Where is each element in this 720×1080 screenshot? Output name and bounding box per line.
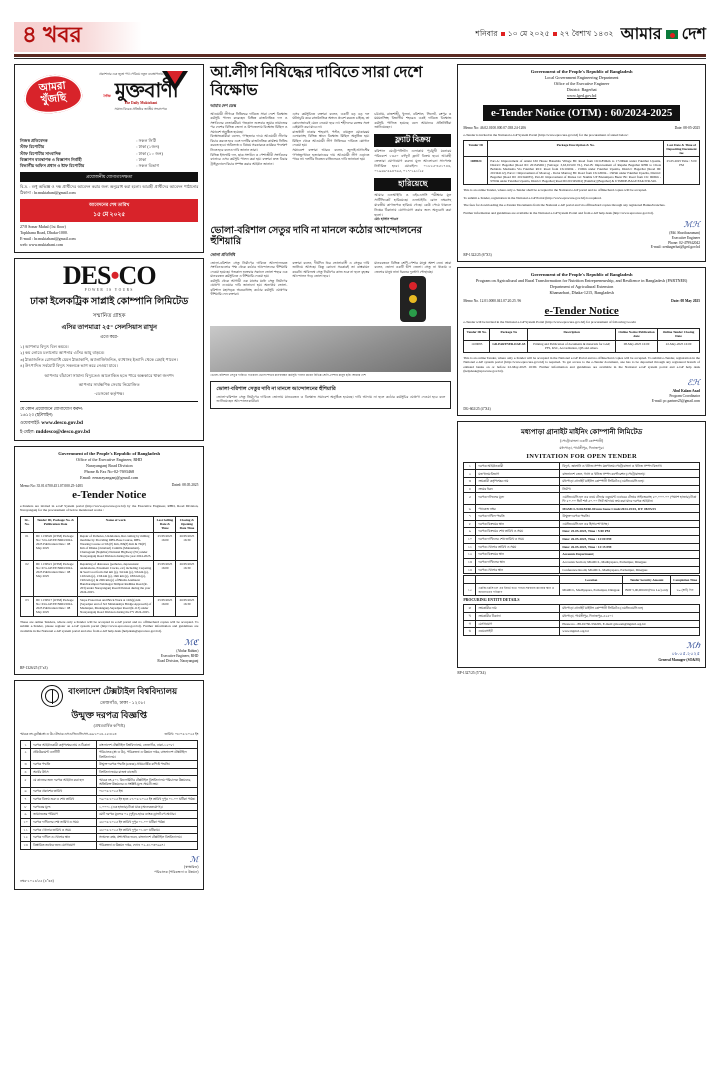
table-row: ১২ দরপত্র দাখিল ও খোলার স্থান সম্মেলন কক্ষ, প্রশাসনিক ভবন, বাংলাদেশ টেক্সটাইল বিশ্ববিদ্যালয়।: [21, 834, 198, 842]
lged-title: e-Tender Notice (OTM) : 60/2024-2025: [483, 105, 680, 121]
desco-note2: আপনার সার্বক্ষণিক সেবায় নিয়োজিত: [78, 381, 140, 387]
table-row: ৫ দরপত্র দলিলের মূল্য এমজিএমসিএল এর ব্যয়ে টেন্ডার ডকুমেন্ট এবারের টেন্ডার সাইজেরসহ ৫০,০০০.০০ (পঞ্চাশ হাজার) টাকা ফি ৫০.০০ ভিট শর্ত ৫০.০০ ভিট আদায়ে ক্রয় করা যাবে দরপত্র আহ্বান।: [464, 493, 700, 505]
ad-muktobani-address: 27/8 Sonar Mahal (1st floor) Topkhana Road, Dhaka-1000. E-mail : hr.muktabani@gmail.com web: www.muktabani.com: [20, 224, 76, 247]
table-row: ১ দরপত্র আহ্বানকারী বিদ্যুৎ, জ্বালানি ও খনিজ সম্পদ মন্ত্রণালয়/পেট্রোবাংলা ও খনিজ সম্পদ বিভাগ।: [464, 462, 700, 470]
table-row: ৪ ক্রয়ের ধরন নির্মাণ।: [464, 485, 700, 493]
classified-flat-sale-title: ফ্ল্যাট বিক্রয়: [374, 134, 451, 148]
desco-tagline: POWER IS YOURS: [84, 287, 134, 292]
table-row: ঘ ওয়েবসাইট www.mgmcl.org.bd: [464, 628, 700, 636]
classified-lost-title: হারিয়েছে: [374, 178, 451, 192]
btu-org: বাংলাদেশ টেক্সটাইল বিশ্ববিদ্যালয়: [68, 686, 178, 697]
ad-muktobani-deadline: আবেদনের শেষ তারিখ ১৫ মে ২০২৫: [20, 199, 198, 222]
ad-desco: [14, 258, 204, 441]
photo-caption: ভোলা-বরিশাল সেতুর দাবিতে গতকাল ভোলা শহরে মানববন্ধন কর্মসূচি পালন করেন বিভিন্ন শ্রেণি-পেশার মানুষ ছবি: আমার দেশ: [210, 373, 366, 378]
rhd-signature: ℳℭ (Abdur Rahim) Executive Engineer, RHD Road Division, Narayanganj: [20, 638, 198, 663]
tender-notice-mgmcl: মধ্যপাড়া গ্রানাইট মাইনিং কোম্পানী লিমিটেড (পেট্রোবাংলা একটি কোম্পানী) মধ্যপাড়া, পার্বতীপুর, দিনাজপুর। INVITATION FOR OPEN TENDER ১ দরপত্র আহ্বানকারী বিদ্যুৎ, জ্বালানি ও খনিজ সম্পদ মন্ত্রণালয়/পেট্রোবাংলা ও খনিজ সম্পদ বিভাগ। ২ মন্ত্রণালয়/বিভাগ বাংলাদেশ তেল, গ্যাস ও খনিজ সম্পদ কর্পোরেশন (পেট্রোবাংলা)। ৩ ক্রয়কারী কর্তৃপক্ষের নাম মধ্যপাড়া গ্রানাইট মাইনিং কোম্পানী লিমিটেড (এমজিএমসিএল)। ৪ ক্রয়ের ধরন নির্মাণ। ৫ দরপত্র দলিলের মূল্য এমজিএমসিএল এর ব্যয়ে টেন্ডার ডকুমেন্ট এবারের টেন্ডার সাইজেরসহ ৫০,০০০.০০ (পঞ্চাশ হাজার) টাকা ফি ৫০.০০ ভিট শর্ত ৫০.০০ ভিট আদায়ে ক্রয় করা যাবে দরপত্র আহ্বান। ৬ প্যাকেজ নম্বর MGMCL/SO&M/60-80 mm Stone Crush/2024-25/01, DT: 08/05/25 ৭ দরপত্র দাখিল পদ্ধতি উন্মুক্ত দরপত্র পদ্ধতি। ৮ দরপত্র বিক্রয়ের স্থান এমজিএমসিএল এর হিসাব শাখাসহ। ৯ দরপত্র বিক্রয়ের শেষ তারিখ ও সময় Date: 25-05-2025, Time : 5:00 PM ১০ দরপত্র দাখিলের শেষ তারিখ ও সময় Date: 26-05-2025, Time : 12:00 PM ১১ দরপত্র খোলার তারিখ ও সময় Date: 26-05-2025, Time : 12:15 PM ১২ দরপত্র বিক্রয়ের স্থান Accounts Department; ১৩ দরপত্র দাখিলের স্থান Accounts Section; MGMCL, Madhyapara, Parbatipur, Dinajpur. ১৪ দরপত্র খোলার স্থান Conference Room; MGMCL, Madhyapara, Parbatipur, Dinajpur. Location Tender Security Amount Completion Time ১৫ এমজিএমসিএল এর ইয়ার্ড হতে পাথর সরবরাহ কাজের স্থান ও জামানতের পরিমাণ MGMCL, Madhyapara, Parbatipur, Dinajpur. BDT 5,00,000.00 (Five Lac) only ৬০ (ষাট) দিন PROCURING ENTITY DETAILS ক ক্রয়কারীর নাম মধ্যপাড়া গ্রানাইট মাইনিং কোম্পানী লিমিটেড (এমজিএমসিএল) খ ক্রয়কারীর ঠিকানা মধ্যপাড়া, পার্বতীপুর, দিনাজপুর-৫২৫০। গ যোগাযোগ Phone no - 88-01730-332205, E-mail: gm.som@mgmcl.org.bd ঘ ওয়েবসাইট www.mgmcl.org.bd ℳℎ ০৮.০৫.২০২৫ General Manager (SO&M): [457, 421, 706, 668]
btu-header: [20, 685, 198, 707]
ad-muktobani-logo: দৈনিক মুক্তবাণী: [103, 80, 179, 103]
ad-muktobani-band: প্রয়োজনীয় যোগ্যতা/দক্ষতা: [20, 172, 198, 182]
table-row: 1109085 GD-PARTNER-DAE-65 Printing and Publication of documents & materials for GAP, PFS, KSC, Accreditation, QIS and others. 08-May-2025 16:00 22-May-2025 16:00: [464, 340, 700, 352]
desco-line2: এসির তাপমাত্রা ২৫° সেলসিয়াস রাখুন: [61, 323, 157, 331]
list-item: ৪) উৎপাদিত সর্বমোট বিদ্যুৎ সকলকে ভাগ করে নেওয়া যাবে।: [20, 363, 118, 369]
tender-notice-btu: [14, 680, 204, 890]
list-item: ২) কম লোডে চলানোয় আপনার এসির আয়ু বাড়বে।: [20, 350, 105, 356]
traffic-yellow-icon: [409, 295, 417, 303]
mgmcl-ref: RP-1327/25 (5"X4): [457, 671, 486, 676]
table-row: খ ক্রয়কারীর ঠিকানা মধ্যপাড়া, পার্বতীপুর, দিনাজপুর-৫২৫০।: [464, 612, 700, 620]
mgmcl-table: [463, 462, 700, 574]
table-row: ৬ দরপত্র প্রকাশের তারিখ ০৮/০৫/২০২৫ ইং।: [21, 788, 198, 796]
ad-muktobani-header: [20, 69, 198, 135]
traffic-green-icon: [409, 309, 417, 317]
rhd-note: These are online Tenders, where only e-Tender will be accepted in e-GP portal and no offline/hard copies will be accepted. To submit e-Tender, please register on e-GP system portal (http://www.eprocure.gov.bd). Further information and guidelines are available in the National e-GP system portal and also from e-GP help desk (helpdesk@eprocure.gov.bd).: [20, 619, 199, 633]
ad-muktobani-positions: [20, 138, 198, 169]
news-photo: [210, 326, 451, 372]
table-header-row: Tender ID No. Package No Description Online Notice Publication date Online Tender Closing Date: [464, 328, 700, 340]
desco-email-row: ই-মেইল: mddesco@desco.gov.bd: [20, 428, 90, 435]
table-row: ২ প্রকিউরমেন্ট এনটিটি পরিচালক (প্ল্য ও উ:), পরিকল্পনা ও উন্নয়ন দপ্তর, বাংলাদেশ টেক্সটাইল বিশ্ববিদ্যালয়।: [21, 749, 198, 761]
mgmcl-procuring-title: PROCURING ENTITY DETAILS: [463, 598, 520, 603]
table-row: ৩ ক্রয়কারী কর্তৃপক্ষের নাম মধ্যপাড়া গ্রানাইট মাইনিং কোম্পানী লিমিটেড (এমজিএমসিএল)।: [464, 478, 700, 486]
list-item: নিজস্ব প্রতিবেদক : সকল সিটি: [20, 138, 156, 143]
table-row: গ যোগাযোগ Phone no - 88-01730-332205, E-mail: gm.som@mgmcl.org.bd: [464, 620, 700, 628]
traffic-red-icon: [409, 282, 417, 290]
table-row: 1088924 Part-A: Improvement of Attaki Uhl House Baisabila Village BC Road from Ch:0-850km to 1+200km under Fakirhat Upazila, District: Bagerhat [Road ID: 20134S061] [Salvage: 3,63,913.00 TL], Part-B: Improvement of Rupsha Bagerhat RHD to Chota Bobindo Madrasha Via Fakirhat RCC Road from Ch:1020m - 1500m under Fakirhat Upazila, District: Bagerhat [Road ID: 201344112], Part-C: Improvement of Mouvog - Dolot Manvog BC Road from Ch:1200m - 1365m under Fakirhat Upazila, District: Bagerhat [Road ID: 201344035], Part-D: Improvement of Mansa GC Nakhla UP BArunipara Bazar BC Road from Ch: 9600m - 9700m under Fakirhat Upazila, District: Bagerhat [Road ID:20134S004] [Fakirhat] [Bagerhat] & UTMIDP-BAGE/FAK/WR-S26. 25.05.2025 Time : 5:00 PM: [464, 157, 700, 185]
lged-memo: Memo No: 46.02.0100.000.07.038.24-1206 Date: 08-05-2025: [463, 125, 701, 130]
lged-intro: e-Tender is invited in the National e-GP System Portal (http://www.eprocure.gov.bd) for the procurement of stated below:: [463, 132, 629, 137]
article-column: মানববন্ধনে বিভিন্ন শ্রেণি-পেশার মানুষ অংশ নেন। তারা বলেন, ভোলা একটি দ্বীপ জেলা। সেতু না থাকায় এ জেলার মানুষ নানা ধরনের দুর্ভোগ পোহাচ্ছে।: [374, 261, 451, 325]
tender-notice-lged: Government of the People's Republic of Bangladesh Local Government Engineering Department Office of the Executive Engineer District: Bagerhat www.lged.gov.bd e-Tender Notice (OTM) : 60/2024-2025 Memo No: 46.02.0100.000.07.038.24-1206 Date: 08-05-2025 e-Tender is invited in the National e-GP System Portal (http://www.eprocure.gov.bd) for the procurement of stated below: Tender ID Package Description & No. Last Date & Time of Depositing Document fee 1088924 Part-A: Improvement of Attaki Uhl House Baisabila Village BC Road from Ch:0-850km to 1+200km under Fakirhat Upazila, District: Bagerhat [Road ID: 20134S061] [Salvage: 3,63,913.00 TL], Part-B: Improvement of Rupsha Bagerhat RHD to Chota Bobindo Madrasha Via Fakirhat RCC Road from Ch:1020m - 1500m under Fakirhat Upazila, District: Bagerhat [Road ID: 201344112], Part-C: Improvement of Mouvog - Dolot Manvog BC Road from Ch:1200m - 1365m under Fakirhat Upazila, District: Bagerhat [Road ID: 201344035], Part-D: Improvement of Mansa GC Nakhla UP BArunipara Bazar BC Road from Ch: 9600m - 9700m under Fakirhat Upazila, District: Bagerhat [Road ID:20134S004] [Fakirhat] [Bagerhat] & UTMIDP-BAGE/FAK/WR-S26. 25.05.2025 Time : 5:00 PM This is an online Tender, where only e-Tender shall be accepted in the National e-GP portal and no offline/hard copies will be accepted. To submit e-Tender, registration in the National e-GP Portal (http://www.eprocure.gov.bd) is required. The fees for downloading the e-Tender Documents from the National e-GP portal and via offline/hard copies through any registered Banks/branches. Further information and guidelines are available in the National e-GP System Portal and from e-GP help desk (http://www.eprocure.gov.bd). ℳℋ (Md. Sharifuzzaman) Executive Engineer Phone: 02-479942042 E-mail: xenbagerhat@lged.gov.bd RP-1322/25 (6"X3): [457, 64, 706, 262]
dae-signature: ℰℋ Abul Kalam Azad Program Coordinator E-mail: pc.partner23@gmail.com: [463, 378, 700, 403]
table-row: 01 ID: 1139526 (OTM) Package No: 72/e-GP/EE/NRD/2024-2025 Publication Date : 08 May 2025 Repair of Potholes, Undulation, Rut cutting by milling machine by Providing DBS-Base Course, DBS-Wearing Course at 5th (P) Km, 8th(P) Km & 7th(P) Km of Dhaka (Jatrabari) Cumilla (Mainamati)-Chattogram (Najirhat) National Highway (N1) under Narayanganj Road Division during the year 2024-2025. 25/05/2025 16:00 26/05/2025 16:30: [21, 532, 198, 560]
ad-muktobani-logo-en: The Daily Muktobani: [124, 101, 158, 106]
mgmcl-title: INVITATION FOR OPEN TENDER: [526, 452, 637, 460]
table-row: ১১ দরপত্র খোলার তারিখ ও সময় ২৮/০৫/২০২৫ ইং তারিখ দুপুর ০১.৩০ ঘটিকায়।: [21, 826, 198, 834]
table-row: 02 ID: 1139521 (OTM) Package No: 67/e-GP/EE/NRD/2024-2025 Publication Date : 08 May 2025 Repairing of distresses (potholes, depressions/ undulations, Pavement Cracks, etc) including Carpeting & Seal Coat from 2nd km (p), 3rd km (p), 5th km (p), 12th km (p), 13th km (p), 16th km (p), 18th km (p), 19th km (p) & 20th km (p) of Bhulta Araihazar Bancharampur Nabinagar Shibpur Radhika Road (R-203) under Narayanganj Road Division during the year 2024-2025. 25/05/2025 16:00 26/05/2025 16:30: [21, 560, 198, 596]
table-header-row: SL. No. Tender ID, Package No. & Publication Date Name of work Last Selling Date & Time Closing & Opening Date Time: [21, 516, 198, 532]
btu-memo: স্মারক নং-বুটেক্স/প্ল্য ও উ:/টেন্ডার/এসএ/জিএসিসেস-৬৬/২০২৪-২৫/৪২৩ তারিখ: ০৮/০৫/২০২৫ ইং: [20, 732, 199, 737]
sub-article-body: [210, 261, 451, 325]
table-row: ১৩ বিস্তারিত তথ্যের জন্য যোগাযোগ পরিকল্পনা ও উন্নয়ন দপ্তর, ফোন: ০২-৪১০৩০৯৬৭।: [21, 841, 198, 849]
article-column: আওয়ামী লীগকে নিষিদ্ধের দাবিতে সারা দেশে বিক্ষোভ কর্মসূচি পালন করেছেন বিভিন্ন রাজনৈতিক দল ও সংগঠনের নেতাকর্মীরা। গতকাল শুক্রবার জুমার নামাজের পর দেশের বিভিন্ন জেলা ও উপজেলায় বিক্ষোভ মিছিল ও সমাবেশ অনুষ্ঠিত হয়েছে। বিক্ষোভকারীরা বলেন, গণহত্যার দায়ে আওয়ামী লীগের বিচার করতে হবে এবং দলটির রাজনৈতিক কার্যক্রম নিষিদ্ধ করতে হবে। অবিলম্বে এ বিষয়ে সরকারকে কার্যকর পদক্ষেপ নিতে হবে বলেও দাবি জানান তারা। বিভিন্ন ইসলামি দল, ছাত্র সংগঠন ও পেশাজীবী সংগঠনের ব্যানারে এসব কর্মসূচি পালন করা হয়। বক্তারা দ্রুত বিচার ট্রাইব্যুনালে বিচার সম্পন্ন করার আহ্বান জানান।: [210, 111, 288, 166]
desco-contact: যে কোন প্রয়োজনে যোগাযোগ করুন: ১৬১২০ (হটলাইন) ওয়েবসাইট: www.desco.gov.bd ই-মেইল: mddesco@desco.gov.bd: [20, 406, 198, 436]
btu-table: [20, 740, 198, 849]
lged-tender-table: [463, 140, 700, 185]
lged-signature: ℳℋ (Md. Sharifuzzaman) Executive Engineer Phone: 02-479942042 E-mail: xenbagerhat@lged.gov.bd: [463, 220, 700, 250]
table-row: ১৩ দরপত্র দাখিলের স্থান Accounts Section; MGMCL, Madhyapara, Parbatipur, Dinajpur.: [464, 558, 700, 566]
classified-flat-sale-body: বরিশাল মেট্রোপলিটন এলাকায় পূর্বমুখী মনোরম পরিবেশে ১৩৫০ বর্গফুট ফ্ল্যাট বিক্রয় হবে। আগ্রহী ক্রেতারা যোগাযোগ করুন। মূল্য আলোচনা সাপেক্ষে নির্ধারিত হবে। মোবাইল: ০১৮২৫-৪৫১৭৪৪, ০১৯৬৬-৫৯৪৭৬৫, ০১৭-১৯১/২৫: [374, 149, 452, 173]
desco-email[interactable]: mddesco@desco.gov.bd: [35, 428, 90, 435]
paper-logo: [621, 21, 706, 48]
right-column: [457, 64, 706, 1064]
btu-subtitle: (প্রথমবার্ষিক কপি/ষ্ট): [93, 723, 125, 729]
btu-ref: নম্বর-২০২৪/৫৫ (৪"x৩): [20, 879, 54, 883]
list-item: ১) আপনার বিদ্যুৎ বিল কমবে।: [20, 343, 69, 349]
btu-signature: ℳ (স্বাক্ষরিত) পরিচালক (পরিকল্পনা ও উন্নয়ন): [20, 855, 198, 875]
table-row: ৩ দরপত্র পদ্ধতি উন্মুক্ত দরপত্র পদ্ধতি (OTM) প্রথমবার্ষিক কপি/ষ্ট পদ্ধতি।: [21, 761, 198, 769]
lged-note1: This is an online Tender, where only e-Tender shall be accepted in the National e-GP portal and no offline/hard copies will be accepted.: [463, 188, 648, 193]
chevron-red-icon: [167, 71, 183, 84]
page-number: ৪: [22, 22, 37, 47]
table-row: ৭ দরপত্র বিক্রয় শুরু ও শেষ তারিখ ০৯/০৫/২০২৫ ইং হতে ২৭/০৫/২০২৫ ইং তারিখ দুপুর ০১.০০ ঘটিকা পর্যন্ত।: [21, 795, 198, 803]
tender-notice-dae: Government of the People's Republic of Bangladesh Program on Agricultural and Rural Transformation for Nutrition Entrepreneurship, and Resilience in Bangladesh (PARTNER) Department of Agricultural Extension Khamarbari, Dhaka-1215, Bangladesh Memo No. 12.01.0000.041.07.20.25. 96 Date: 08 May 2025 e-Tender Notice e-Tender will be invited in the National e-GP System Portal (http://www.eprocure.gov.bd) for procurement of following Goods: Tender ID No. Package No Description Online Notice Publication date Online Tender Closing Date 1109085 GD-PARTNER-DAE-65 Printing and Publication of documents & materials for GAP, PFS, KSC, Accreditation, QIS and others. 08-May-2025 16:00 22-May-2025 16:00 This is an online Tender, where only e-Tender will be accepted in the National e-GP Portal and no offline/hard copies will be accepted. To submit e-Tender, registration in the National e-GP system portal (http://www.eprocure.gov.bd) is required. To get access to the e-Tender document, one has to be deposited through any registered branch of enlisted banks on or before 22-May-2025 16:00. Further information and guidelines are available in the National e-GP system portal and e-GP help desk (helpdesk@eprocure.gov.bd). ℰℋ Abul Kalam Azad Program Coordinator E-mail: pc.partner23@gmail.com DG-602/25 (4"X4): [457, 267, 706, 415]
lged-website[interactable]: www.lged.gov.bd: [566, 92, 597, 98]
mgmcl-security-table: [463, 575, 700, 596]
table-row: ৯ দরপত্র বিক্রয়ের শেষ তারিখ ও সময় Date: 25-05-2025, Time : 5:00 PM: [464, 528, 700, 536]
left-column: [14, 64, 204, 1064]
rhd-title: e-Tender Notice: [72, 488, 147, 501]
ad-muktobani-slogan: প্রকাশনার এক জুতা পথ পেরিয়ে নতুন ব্যবস্থাপনায়, নতুন আঙ্গিকে: [99, 72, 183, 76]
desco-logo: DES•CO: [62, 260, 156, 290]
section-name: খবর: [42, 22, 82, 47]
masthead-right: [475, 21, 706, 52]
list-item: বিজ্ঞাপন ব্যবস্থাপক ও বিজ্ঞাপন নির্বাহী : ঢাকা: [20, 156, 147, 162]
university-seal-icon: [41, 685, 63, 707]
table-row: 03 ID: 1139517 (OTM) Package No: 63/e-GP/EE/NRD/2024-2025 Publication Date : 08 May 2025 Slope Protection and Brick Work at 12th(p) km (Sayedpur end of 3rd Shitalakshya Bridge Approach) of Madanpur, Madanganj-Sayedpur Road (R-113) under Narayanganj Road Division during the FY 2024-2025. 25/05/2025 16:00 26/05/2025 16:30: [21, 596, 198, 616]
dae-memo: Memo No. 12.01.0000.041.07.20.25. 96 Date: 08 May 2025: [463, 299, 701, 304]
signature-scribble: ℳℋ: [683, 220, 701, 230]
table-row: ১ দরপত্র আহ্বানকারী কর্তৃপক্ষের নাম ও ঠিকানা বাংলাদেশ টেক্সটাইল বিশ্ববিদ্যালয়, তেজগাঁও, ঢাকা-১২০৮।: [21, 741, 198, 749]
desco-points: [20, 344, 198, 370]
ad-muktobani-badge: আমরা খুঁজছি: [22, 72, 84, 116]
rhd-intro: e-Tenders are invited in e-GP System portal (http://www.eprocure.gov.bd) by the Executive Engineer, RHD, Road Division, Narayanganj for the procurement of below mentioned works :: [20, 503, 199, 513]
table-row: ১০ দরপত্র দাখিলের শেষ তারিখ ও সময় ২৮/০৫/২০২৫ ইং তারিখ দুপুর ০১.০০ ঘটিকা পর্যন্ত।: [21, 818, 198, 826]
masthead-rule-thin: [14, 58, 706, 59]
dae-tender-table: [463, 328, 700, 353]
table-row: ৬ প্যাকেজ নম্বর MGMCL/SO&M/60-80 mm Stone Crush/2024-25/01, DT: 08/05/25: [464, 505, 700, 513]
classified-lost-signature: মো: হাসান শাওন: [374, 217, 399, 222]
mgmcl-signature: ℳℎ ০৮.০৫.২০২৫ General Manager (SO&M): [463, 641, 700, 663]
paper-logo-word1: আমার: [620, 26, 662, 43]
sub-headline: ভোলা-বরিশাল সেতুর দাবি না মানলে কঠোর আন্দোলনের হুঁশিয়ারি: [210, 226, 422, 248]
rhd-gov-line: Government of the People's Republic of Bangladesh: [58, 450, 161, 456]
mgmcl-org: মধ্যপাড়া গ্রানাইট মাইনিং কোম্পানী লিমিটেড: [521, 427, 643, 436]
table-row: ৭ দরপত্র দাখিল পদ্ধতি উন্মুক্ত দরপত্র পদ্ধতি।: [464, 512, 700, 520]
table-row: ৮ দরপত্র বিক্রয়ের স্থান এমজিএমসিএল এর হিসাব শাখাসহ।: [464, 520, 700, 528]
table-row: ১০ দরপত্র দাখিলের শেষ তারিখ ও সময় Date: 26-05-2025, Time : 12:00 PM: [464, 535, 700, 543]
table-header-row: Location Tender Security Amount Completion Time: [464, 576, 700, 584]
lged-note2: To submit e-Tender, registration in the National e-GP Portal (http://www.eprocure.gov.bd) is required.: [463, 195, 602, 200]
list-item: বিভাগীয় অফিস প্রধান ও ষ্টাফ রিপোর্টার : সকল বিভাগ: [20, 163, 160, 169]
table-row: ১৫ এমজিএমসিএল এর ইয়ার্ড হতে পাথর সরবরাহ কাজের স্থান ও জামানতের পরিমাণ MGMCL, Madhyapara, Parbatipur, Dinajpur. BDT 5,00,000.00 (Five Lac) only ৬০ (ষাট) দিন: [464, 584, 700, 596]
article-column: এসব কর্মসূচিতে বক্তারা বলেন, একটি বড় বড় দল ঘটনাচুরি করে রাজনৈতিক অঙ্গনে প্রবেশ করতে চাইছে, তা কোনোভাবেই মেনে নেওয়া হবে না। শহীদদের রক্তের সঙ্গে বেইমানি করা যাবে না। রাজধানী ঢাকার শাহবাগ, পল্টন, বায়তুল মোকাররম এলাকাসহ বিভিন্ন স্থানে বিক্ষোভ মিছিল অনুষ্ঠিত হয়। মিছিল থেকে আওয়ামী লীগ নিষিদ্ধের দাবিতে স্লোগান দেওয়া হয়। সমাবেশে বক্তারা আরও বলেন, জুলাই-আগস্টের গণঅভ্যুত্থানে হত্যাকাণ্ডের দায় আওয়ামী লীগ এড়াতে পারে না। দলটির নিবন্ধন বাতিলেরও দাবি জানানো হয়।: [292, 111, 370, 162]
masthead-rule: [14, 54, 706, 57]
btu-addr: তেজগাঁও, ঢাকা - ১২০৮।: [100, 700, 146, 706]
tender-notice-rhd: Government of the People's Republic of Bangladesh Office of the Executive Engineer, RHD Narayanganj Road Division Phone & Fax No-02-7693468 Email: eenarayanganj@gmail.com Memo No: 35.01.6700.451.07.000.25-1483 Dated: 08.05.2025 e-Tender Notice e-Tenders are invited in e-GP System portal (http://www.eprocure.gov.bd) by the Executive Engineer, RHD, Road Division, Narayanganj for the procurement of below mentioned works : SL. No. Tender ID, Package No. & Publication Date Name of work Last Selling Date & Time Closing & Opening Date Time 01 ID: 1139526 (OTM) Package No: 72/e-GP/EE/NRD/2024-2025 Publication Date : 08 May 2025 Repair of Potholes, Undulation, Rut cutting by milling machine by Providing DBS-Base Course, DBS-Wearing Course at 5th (P) Km, 8th(P) Km & 7th(P) Km of Dhaka (Jatrabari) Cumilla (Mainamati)-Chattogram (Najirhat) National Highway (N1) under Narayanganj Road Division during the year 2024-2025. 25/05/2025 16:00 26/05/2025 16:30 02 ID: 1139521 (OTM) Package No: 67/e-GP/EE/NRD/2024-2025 Publication Date : 08 May 2025 Repairing of distresses (potholes, depressions/ undulations, Pavement Cracks, etc) including Carpeting & Seal Coat from 2nd km (p), 3rd km (p), 5th km (p), 12th km (p), 13th km (p), 16th km (p), 18th km (p), 19th km (p) & 20th km (p) of Bhulta Araihazar Bancharampur Nabinagar Shibpur Radhika Road (R-203) under Narayanganj Road Division during the year 2024-2025. 25/05/2025 16:00 26/05/2025 16:30 03 ID: 1139517 (OTM) Package No: 63/e-GP/EE/NRD/2024-2025 Publication Date : 08 May 2025 Slope Protection and Brick Work at 12th(p) km (Sayedpur end of 3rd Shitalakshya Bridge Approach) of Madanpur, Madanganj-Sayedpur Road (R-113) under Narayanganj Road Division during the FY 2024-2025. 25/05/2025 16:00 26/05/2025 16:30 These are online Tenders, where only e-Tender will be accepted in e-GP portal and no offline/hard copies will be accepted. To submit e-Tender, please register on e-GP system portal (http://www.eprocure.gov.bd). Further information and guidelines are available in the National e-GP system portal and also from e-GP help desk (helpdesk@eprocure.gov.bd). ℳℭ (Abdur Rahim) Executive Engineer, RHD Road Division, Narayanganj RP-1326/25 (5"x3): [14, 446, 204, 675]
list-item: স্টাফ রিপোর্টার সাংবাদিক : ঢাকা (১০ জন): [20, 150, 163, 156]
dae-ref: DG-602/25 (4"X4): [463, 406, 491, 411]
ad-muktobani-note: বি.দ্র. : শুধু অভিজ্ঞ ও দক্ষ প্রার্থীদের আবেদন করার জন্য অনুরোধ করা হলো। আগ্রহী প্রার্থীদের আবেদন পাঠানোর ঠিকানা : hr.muktabani@gmail.com: [20, 184, 199, 196]
middle-column: [210, 64, 451, 1064]
lged-note4: Further information and guidelines are available in the National e-GP System Portal and from e-GP help desk (http://www.eprocure.gov.bd).: [463, 210, 654, 215]
rhd-memo-date: Dated: 08.05.2025: [171, 482, 199, 487]
paper-logo-word2: দেশ: [681, 26, 706, 43]
signature-scribble: ℳℭ: [184, 638, 199, 648]
publication-date: শনিবার ১০ মে ২০২৫ ২৭ বৈশাখ ১৪৩২: [475, 28, 614, 38]
table-row: ক ক্রয়কারীর নাম মধ্যপাড়া গ্রানাইট মাইনিং কোম্পানী লিমিটেড (এমজিএমসিএল): [464, 605, 700, 613]
main-headline: আ.লীগ নিষিদ্ধের দাবিতে সারা দেশে বিক্ষোভ: [210, 64, 423, 99]
main-byline: আমার দেশ ডেস্ক: [210, 102, 237, 108]
desco-company-name: ঢাকা ইলেকট্রিক সাপ্লাই কোম্পানি লিমিটেড: [30, 296, 189, 307]
rhd-ref: RP-1326/25 (5"x3): [20, 666, 48, 671]
dae-title: e-Tender Notice: [544, 305, 619, 318]
dae-intro: e-Tender will be invited in the National e-GP System Portal (http://www.eprocure.gov.bd) for procurement of following Goods:: [463, 320, 637, 325]
rhd-memo-no: Memo No: 35.01.6700.451.07.000.25-1483: [20, 483, 83, 488]
btu-title: উন্মুক্ত দরপত্র বিজ্ঞপ্তি: [71, 710, 148, 721]
signature-scribble: ℳℎ: [686, 640, 701, 650]
page-section-banner: [14, 22, 142, 52]
dae-note: This is an online Tender, where only e-Tender will be accepted in the National e-GP Portal and no offline/hard copies will be accepted. To submit e-Tender, registration in the National e-GP system portal (http://www.eprocure.gov.bd) is required. To get access to the e-Tender document, one has to be deposited through any registered branch of enlisted banks on or before 22-May-2025 16:00. Further information and guidelines are available in the National e-GP system portal and e-GP help desk (helpdesk@eprocure.gov.bd).: [463, 355, 701, 374]
classified-lost-body: আমার এনআইডি ও এইচএসসি পরীক্ষার মূল সার্টিফিকেট হারিয়েছে। এনআইডি রোল নম্বরসহ যাবতীয় কাগজপত্র হারিয়ে গেছে। কেউ পেয়ে থাকলে নিম্নের ঠিকানায় যোগাযোগ করার জন্য অনুরোধ করা হলো।: [374, 193, 452, 217]
article-column: চট্টগ্রাম, রাজশাহী, খুলনা, বরিশাল, সিলেট, রংপুর ও ময়মনসিংহ বিভাগীয় শহরেও একই দাবিতে বিক্ষোভ কর্মসূচি পালিত হয়েছে বলে আমাদের প্রতিনিধিরা জানিয়েছেন। ফ্ল্যাট বিক্রয় বরিশাল মেট্রোপলিটন এলাকায় পূর্বমুখী মনোরম পরিবেশে ১৩৫০ বর্গফুট ফ্ল্যাট বিক্রয় হবে। আগ্রহী ক্রেতারা যোগাযোগ করুন। মূল্য আলোচনা সাপেক্ষে নির্ধারিত হবে। মোবাইল: ০১৮২৫-৪৫১৭৪৪, ০১৯৬৬-৫৯৪৭৬৫, ০১৭-১৯১/২৫ হারিয়েছে আমার এনআইডি ও এইচএসসি পরীক্ষার মূল সার্টিফিকেট হারিয়েছে। এনআইডি রোল নম্বরসহ যাবতীয় কাগজপত্র হারিয়ে গেছে। কেউ পেয়ে থাকলে নিম্নের ঠিকানায় যোগাযোগ করার জন্য অনুরোধ করা হলো। মো: হাসান শাওন: [374, 111, 452, 222]
lged-gov-line: Government of the People's Republic of Bangladesh: [530, 69, 633, 74]
signature-scribble: ℳ: [189, 854, 199, 864]
ad-muktobani: [14, 64, 204, 253]
table-header-row: Tender ID Package Description & No. Last Date & Time of Depositing Document fee: [464, 141, 700, 157]
sub-byline: ভোলা প্রতিনিধি: [210, 251, 236, 257]
dae-gov-line: Government of the People's Republic of Bangladesh: [530, 272, 633, 278]
rhd-tender-table: [20, 516, 198, 617]
desco-website-row: ওয়েবসাইট: www.desco.gov.bd: [20, 420, 84, 427]
table-row: ১১ দরপত্র খোলার তারিখ ও সময় Date: 26-05-2025, Time : 12:15 PM: [464, 543, 700, 551]
lged-ref: RP-1322/25 (6"X3): [463, 253, 492, 258]
table-row: ২ মন্ত্রণালয়/বিভাগ বাংলাদেশ তেল, গ্যাস ও খনিজ সম্পদ কর্পোরেশন (পেট্রোবাংলা)।: [464, 470, 700, 478]
ad-muktobani-tagline: সমাজ বিবেক প্রতিষ্ঠার জাতীয় সংবাদপত্র: [114, 107, 167, 112]
signature-scribble: ℰℋ: [687, 378, 701, 388]
traffic-light-photo: [400, 276, 426, 322]
divider: [20, 401, 198, 402]
bangladesh-flag-icon: [666, 30, 678, 39]
lged-note3: The fees for downloading the e-Tender Documents from the National e-GP portal and via offline/hard copies through any registered Banks/branches.: [463, 203, 666, 208]
desco-note1: আপনার বাঁচানো সামান্য বিদ্যুতেও আলোকিত হতে পারে অন্ধকারে থাকা জনপদ: [44, 372, 174, 378]
table-row: ৮ দরপত্রের মূল্য ১,০০০/- (এক হাজার) টাকা মাত্র (অফেরতযোগ্য)।: [21, 803, 198, 811]
inset-note-body: ভোলা-বরিশাল সেতু নির্মাণের দাবিতে ভোলায় মানববন্ধন ও বিক্ষোভ সমাবেশ অনুষ্ঠিত হয়েছে। দাবি আদায় না হলে কঠোর কর্মসূচির ঘোষণা দেওয়া হবে বলে জানিয়েছেন আন্দোলনকারীরা।: [216, 394, 446, 404]
table-row: ১২ দরপত্র বিক্রয়ের স্থান Accounts Department;: [464, 551, 700, 559]
list-item: ৩) ঠান্ডাজনিত রোগব্যাধি যেমন ঠান্ডাকাশি, অ্যালার্জিজনিত, ব্যাথাসহ ইত্যাদি থেকে রেহাই পাবেন।: [20, 356, 178, 362]
desco-website[interactable]: www.desco.gov.bd: [41, 420, 84, 427]
inset-note: [210, 381, 451, 409]
article-column: ভোলা-বরিশাল সেতু নির্মাণের দাবিতে আন্দোলনরত সংগঠনগুলোর পক্ষ থেকে কঠোর আন্দোলনের হুঁশিয়ারি দেওয়া হয়েছে। গতকাল শুক্রবার সকালে ভোলা শহরে এক মানববন্ধন কর্মসূচিতে এ হুঁশিয়ারি দেওয়া হয়। কর্মসূচি থেকে আগামী এক মাসের মধ্যে সেতু নির্মাণের ঘোষণা দেওয়ার দাবি জানানো হয়। অন্যথায় ভোলা-বরিশাল মহাসড়ক অবরোধসহ কঠোর কর্মসূচি ঘোষণার হুঁশিয়ারি দেন বক্তারা।: [210, 260, 288, 297]
table-row: ৫ যে কাজের জন্য দরপত্র আহ্বান করা হল স্মারক নং-৫০১ কিলোমিটার টেক্সটাইল বিশ্ববিদ্যালয় পরিচালক উন্নয়নের, অতিরিক্ত উন্নয়নের ও সংশ্লিষ্ট মূল্য সামগ্রী ক্রয়।: [21, 776, 198, 788]
desco-hotline: ১৬১২০ (হটলাইন): [20, 412, 53, 418]
list-item: স্টাফ রিপোর্টার : ঢাকা (১জন): [20, 144, 160, 150]
mgmcl-procuring-table: [463, 604, 700, 636]
table-row: ১৪ দরপত্র খোলার স্থান Conference Room; MGMCL, Madhyapara, Parbatipur, Dinajpur.: [464, 566, 700, 574]
mgmcl-sign-date: ০৮.০৫.২০২৫: [671, 651, 701, 657]
page-columns: [14, 64, 706, 1064]
desco-note3: -ডেসকো কর্তৃপক্ষ।: [94, 391, 125, 397]
article-column: বক্তারা বলেন, দীর্ঘদিন ধরে ভোলাবাসী এ সেতুর দাবি জানিয়ে আসছে। কিন্তু কোনো সরকারই তা বাস্তবায়ন করেনি। অবিলম্বে সেতু নির্মাণের কাজ শুরু না হলে বৃহত্তর আন্দোলন গড়ে তোলা হবে।: [292, 260, 370, 279]
inset-note-title: ভোলা-বরিশাল সেতুর দাবি না মানলে আন্দোলনের হুঁশিয়ারি: [216, 386, 336, 393]
desco-line1: সম্মানিত গ্রাহক: [92, 312, 126, 319]
desco-line3: এতে করে-: [100, 333, 119, 339]
table-row: ৯ জামানতের পরিমাণ মোট দরপত্র মূল্যের ০২ (দুই)% হারে ব্যাংক ড্রাফট/পে-অর্ডার।: [21, 811, 198, 819]
masthead: [14, 18, 706, 52]
table-row: ৪ অর্থের উৎস বিশ্ববিদ্যালয়ের রাজস্ব বাজেট।: [21, 768, 198, 776]
main-article-body: [210, 112, 451, 223]
